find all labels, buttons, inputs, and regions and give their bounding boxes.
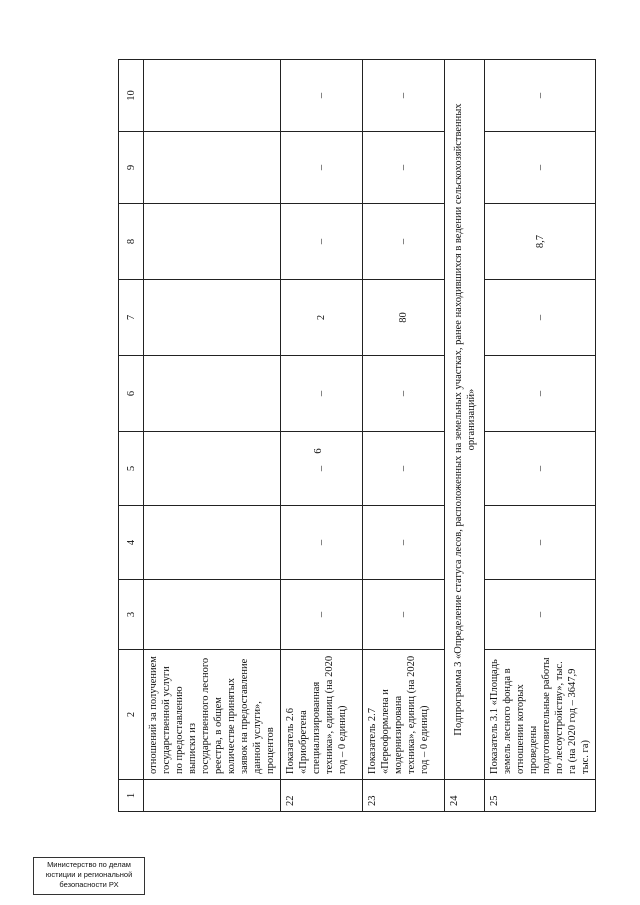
value-cell: – [363,356,445,432]
value-cell: – [485,580,596,650]
stamp-line: безопасности РХ [59,880,119,889]
page-number: 6 [311,448,324,454]
header-row [119,60,144,812]
indicator-table [118,59,596,812]
value-cell: 2 [281,280,363,356]
value-cell [144,432,281,506]
value-cell: – [281,356,363,432]
indicator-name: отношений за получением государственной услуги по предоставлению выписки из государственного лесного реестра, в общем количестве принятых заявок на предоставление данной услуги», процентов [144,650,281,780]
header-cell: 1 [119,780,144,812]
header-cell: 2 [119,650,144,780]
table-row [281,60,363,812]
value-cell [144,60,281,132]
header-cell: 9 [119,132,144,204]
value-cell: – [485,132,596,204]
header-cell: 3 [119,580,144,650]
stamp-line: Министерство по делам [47,860,131,869]
value-cell [144,280,281,356]
value-cell: – [485,432,596,506]
row-number: 24 [445,780,485,812]
table-row [144,60,281,812]
value-cell: – [363,432,445,506]
table-row [363,60,445,812]
header-cell: 5 [119,432,144,506]
value-cell: – [363,132,445,204]
row-number: 22 [281,780,363,812]
header-cell: 4 [119,506,144,580]
header-cell: 10 [119,60,144,132]
ministry-stamp [33,857,145,895]
value-cell: – [485,280,596,356]
value-cell: – [281,204,363,280]
value-cell [144,580,281,650]
header-cell: 7 [119,280,144,356]
value-cell: 8,7 [485,204,596,280]
stamp-line: юстиции и региональной [45,870,133,879]
value-cell [144,132,281,204]
value-cell: 80 [363,280,445,356]
value-cell: – [281,506,363,580]
value-cell [144,506,281,580]
value-cell: – [485,506,596,580]
value-cell [144,356,281,432]
value-cell: – [363,60,445,132]
value-cell: – [363,204,445,280]
indicator-name: Показатель 2.6 «Приобретена специализированная техника», единиц (на 2020 год – 0 единиц) [281,650,363,780]
row-number: 23 [363,780,445,812]
subprogram-row [445,60,485,812]
indicator-table-container [118,60,591,812]
value-cell: – [363,506,445,580]
indicator-name: Показатель 3.1 «Площадь земель лесного фонда в отношении которых проведены подготовительные работы по лесоустройству», тыс. га (на 2020 год – 3647,9 тыс. га) [485,650,596,780]
value-cell: – [281,132,363,204]
header-cell: 8 [119,204,144,280]
value-cell: – [281,432,363,506]
indicator-name: Показатель 2.7 «Переоформлена и модернизирована техника», единиц (на 2020 год – 0 единиц) [363,650,445,780]
value-cell: – [485,356,596,432]
value-cell: – [363,580,445,650]
table-row [485,60,596,812]
value-cell: – [281,580,363,650]
value-cell [144,204,281,280]
row-number [144,780,281,812]
value-cell: – [281,60,363,132]
header-cell: 6 [119,356,144,432]
subprogram-title: Подпрограмма 3 «Определение статуса лесов, расположенных на земельных участках, ранее находившихся в ведении сельскохозяйственных организаций» [445,60,485,780]
row-number: 25 [485,780,596,812]
value-cell: – [485,60,596,132]
